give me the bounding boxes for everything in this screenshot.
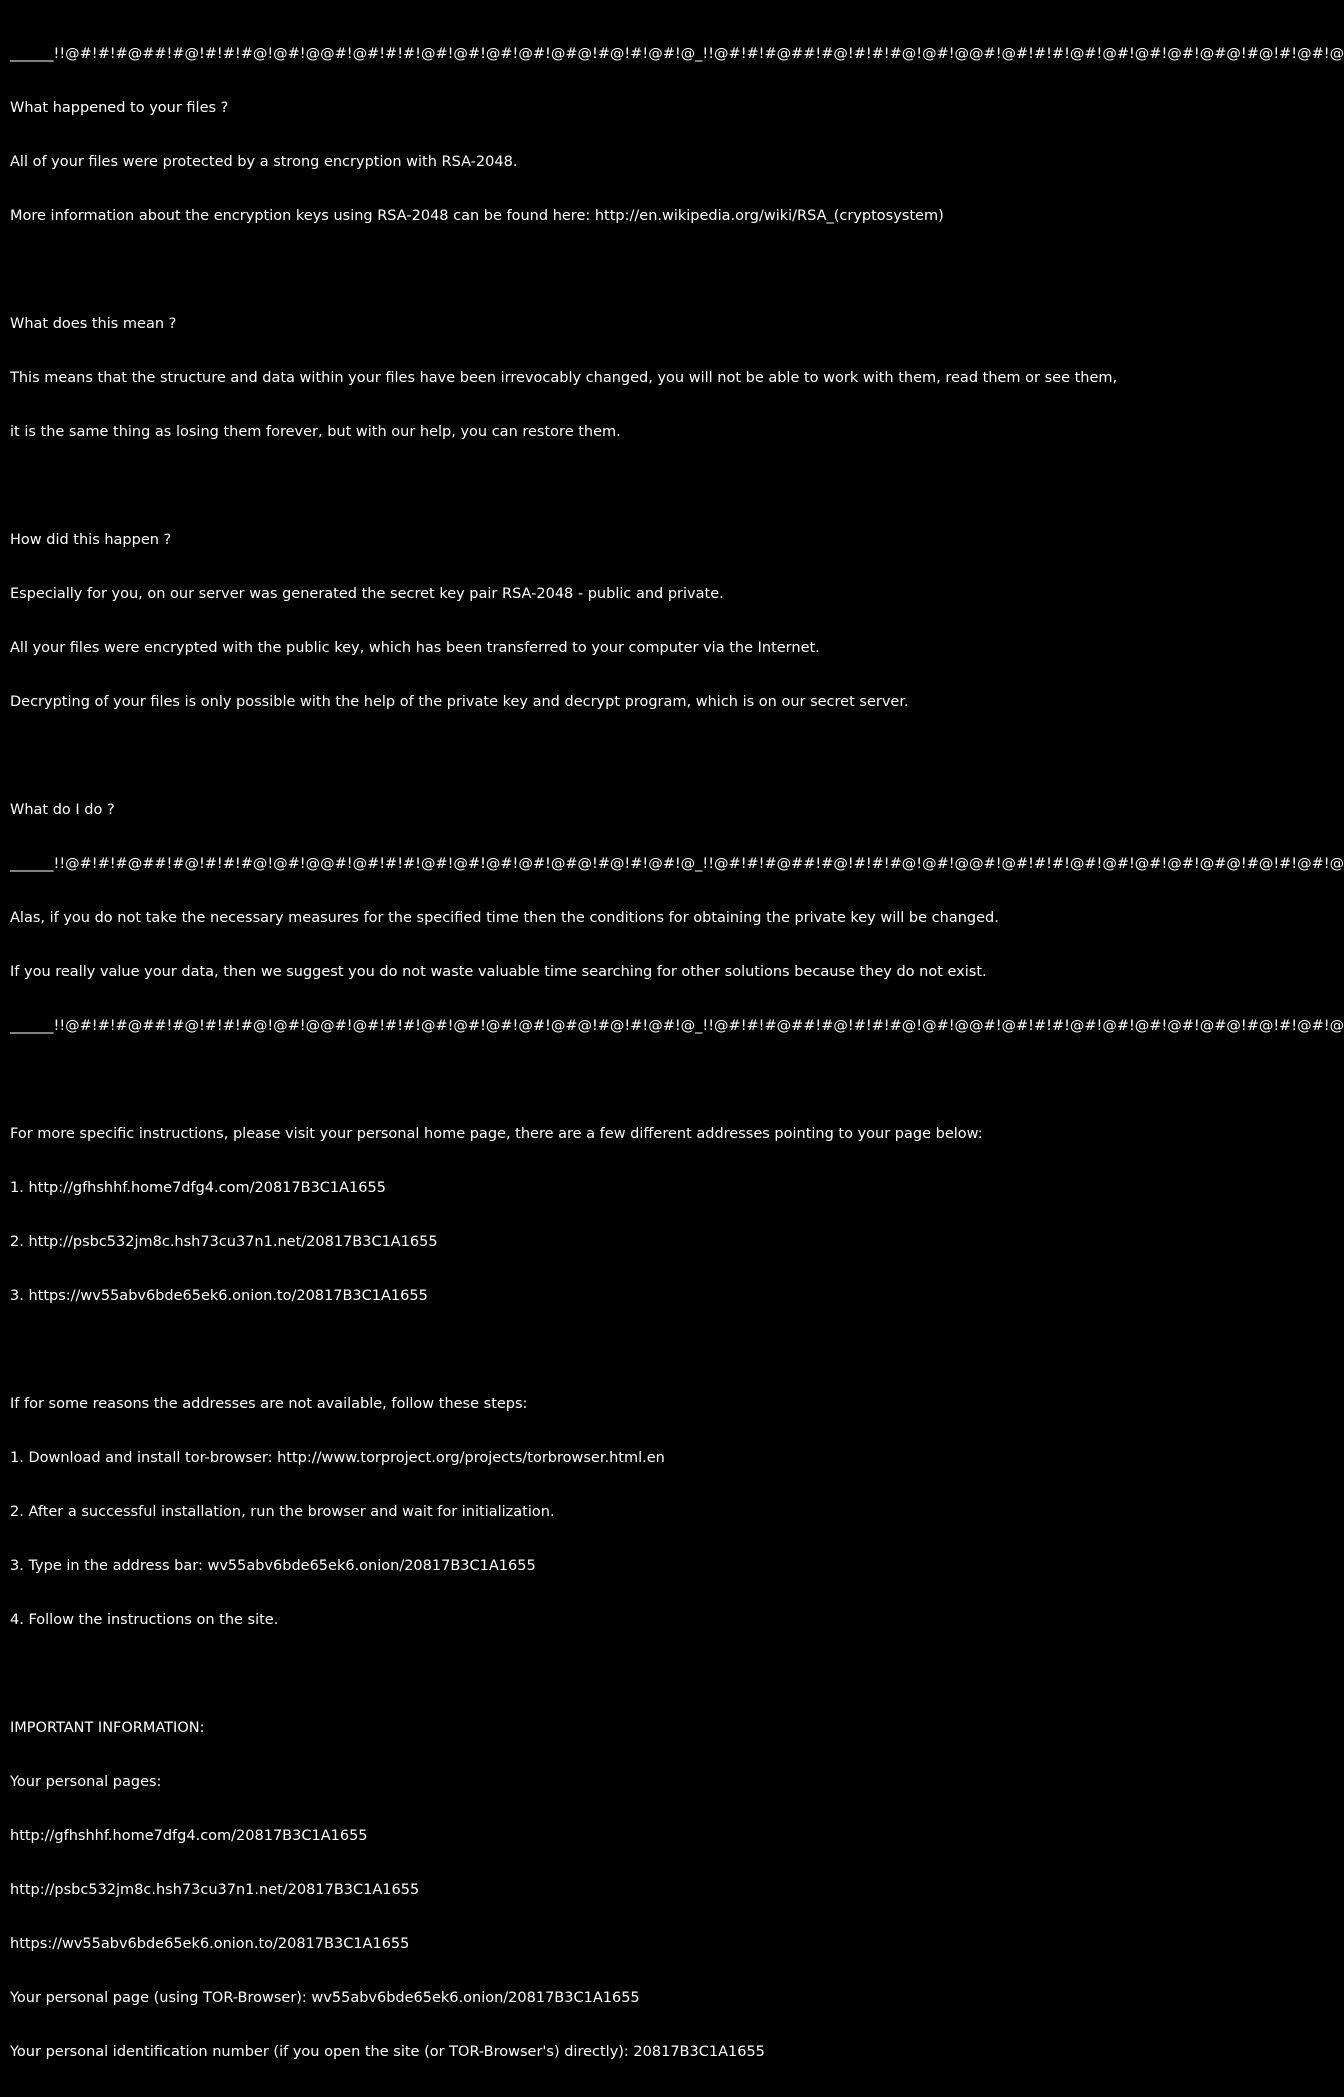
personal-page-url-1: http://gfhshhf.home7dfg4.com/20817B3C1A1655 <box>10 1828 368 1844</box>
text-line: it is the same thing as losing them forever, but with our help, you can restore them. <box>10 424 621 440</box>
blank-line <box>10 261 1152 279</box>
heading-what-does-this-mean: What does this mean ? <box>10 316 177 332</box>
text-line: Alas, if you do not take the necessary measures for the specified time then the conditions for obtaining the private key will be changed. <box>10 910 999 926</box>
separator-line: ______!!@#!#!#@##!#@!#!#!#@!@#!@@#!@#!#!#!@#!@#!@#!@#!@#@!#@!#!@#!@_!!@#!#!#@##!#@!#!#!#@!@#!@@#!@#!#!#!@#!@#!@#!@#!@#@!#@!#!@#!@ <box>10 1018 1344 1034</box>
text-line: More information about the encryption keys using RSA-2048 can be found here: http://en.wikipedia.org/wiki/RSA_(cryptosystem) <box>10 208 944 224</box>
ransom-note-text <box>10 9 1344 2097</box>
heading-what-happened: What happened to your files ? <box>10 100 229 116</box>
address-line-1: 1. http://gfhshhf.home7dfg4.com/20817B3C1A1655 <box>10 1180 386 1196</box>
blank-line <box>10 1341 1152 1359</box>
personal-page-url-3: https://wv55abv6bde65ek6.onion.to/20817B3C1A1655 <box>10 1936 410 1952</box>
text-line: This means that the structure and data within your files have been irrevocably changed, you will not be able to work with them, read them or see them, <box>10 370 1118 386</box>
blank-line <box>10 1071 1152 1089</box>
separator-line: ______!!@#!#!#@##!#@!#!#!#@!@#!@@#!@#!#!#!@#!@#!@#!@#!@#@!#@!#!@#!@_!!@#!#!#@##!#@!#!#!#@!@#!@@#!@#!#!#!@#!@#!@#!@#!@#@!#@!#!@#!@ <box>10 46 1344 62</box>
tor-personal-page: Your personal page (using TOR-Browser): wv55abv6bde65ek6.onion/20817B3C1A1655 <box>10 1990 640 2006</box>
heading-how-did-this-happen: How did this happen ? <box>10 532 172 548</box>
separator-line: ______!!@#!#!#@##!#@!#!#!#@!@#!@@#!@#!#!#!@#!@#!@#!@#!@#@!#@!#!@#!@_!!@#!#!#@##!#@!#!#!#@!@#!@@#!@#!#!#!@#!@#!@#!@#!@#@!#@!#!@#!@ <box>10 856 1344 872</box>
personal-page-url-2: http://psbc532jm8c.hsh73cu37n1.net/20817B3C1A1655 <box>10 1882 420 1898</box>
address-line-2: 2. http://psbc532jm8c.hsh73cu37n1.net/20817B3C1A1655 <box>10 1234 438 1250</box>
step-3: 3. Type in the address bar: wv55abv6bde65ek6.onion/20817B3C1A1655 <box>10 1558 536 1574</box>
blank-line <box>10 1665 1152 1683</box>
text-line: All of your files were protected by a strong encryption with RSA-2048. <box>10 154 518 170</box>
text-line: All your files were encrypted with the public key, which has been transferred to your computer via the Internet. <box>10 640 820 656</box>
step-2: 2. After a successful installation, run the browser and wait for initialization. <box>10 1504 555 1520</box>
address-line-3: 3. https://wv55abv6bde65ek6.onion.to/20817B3C1A1655 <box>10 1288 428 1304</box>
blank-line <box>10 477 1152 495</box>
blank-line <box>10 747 1152 765</box>
heading-important-information: IMPORTANT INFORMATION: <box>10 1720 205 1736</box>
text-line: Decrypting of your files is only possible with the help of the private key and decrypt program, which is on our secret server. <box>10 694 909 710</box>
text-line: If you really value your data, then we suggest you do not waste valuable time searching for other solutions because they do not exist. <box>10 964 987 980</box>
instructions-intro: For more specific instructions, please visit your personal home page, there are a few different addresses pointing to your page below: <box>10 1126 983 1142</box>
step-4: 4. Follow the instructions on the site. <box>10 1612 279 1628</box>
text-line: Especially for you, on our server was generated the secret key pair RSA-2048 - public and private. <box>10 586 724 602</box>
heading-what-do-i-do: What do I do ? <box>10 802 115 818</box>
personal-pages-label: Your personal pages: <box>10 1774 162 1790</box>
steps-intro: If for some reasons the addresses are not available, follow these steps: <box>10 1396 528 1412</box>
personal-identification-number: Your personal identification number (if you open the site (or TOR-Browser's) directly): 20817B3C1A1655 <box>10 2044 765 2060</box>
step-1: 1. Download and install tor-browser: http://www.torproject.org/projects/torbrowser.html.en <box>10 1450 665 1466</box>
